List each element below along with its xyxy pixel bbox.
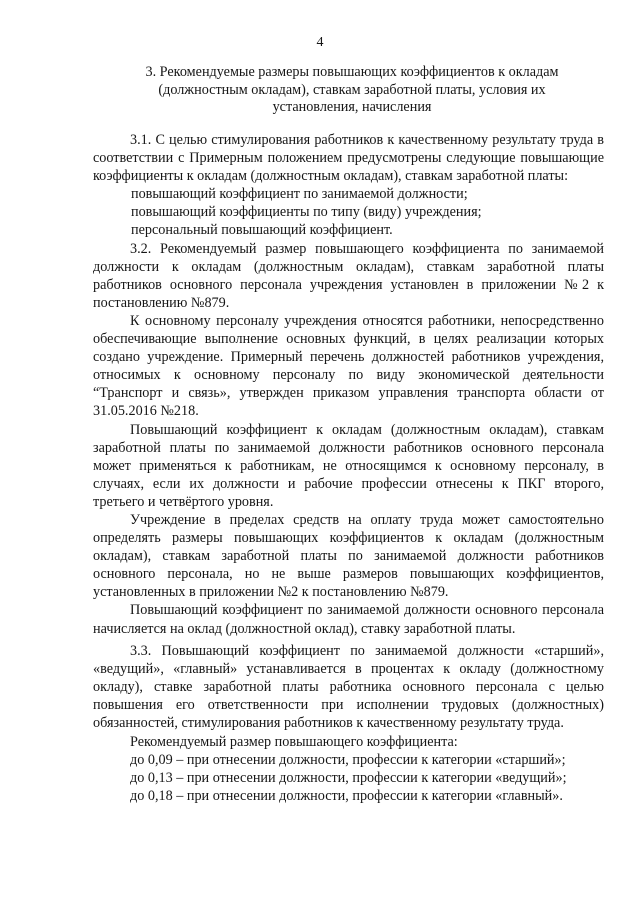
rate-list-item: до 0,09 – при отнесении должности, профессии к категории «старший»; — [130, 752, 566, 769]
list-item: повышающий коэффициенты по типу (виду) учреждения; — [131, 204, 482, 221]
list-item: персональный повышающий коэффициент. — [131, 222, 393, 239]
section-body — [93, 131, 604, 805]
rate-list-item: до 0,18 – при отнесении должности, профессии к категории «главный». — [130, 788, 563, 805]
paragraph-3-2: 3.2. Рекомендуемый размер повышающего коэффициента по занимаемой должности к окладам (должностным окладам), ставкам заработной платы работников основного персонала учреждения установлен в приложении №2 к постановлению №879. — [93, 240, 604, 311]
paragraph-institution-rights: Учреждение в пределах средств на оплату труда может самостоятельно определять размеры повышающих коэффициентов к окладам (должностным окладам), ставкам заработной платы по занимаемой должности работников основного персонала, но не выше размеров повышающих коэффициентов, установленных в приложении №2 к постановлению №879. — [93, 511, 604, 601]
paragraph-coefficient-application: Повышающий коэффициент к окладам (должностным окладам), ставкам заработной платы по занимаемой должности работников основного персонала может применяться к работникам, не относящимся к основному персоналу, в случаях, если их должности и рабочие профессии отнесены к ПКГ второго, третьего и четвёртого уровня. — [93, 421, 604, 510]
list-item: повышающий коэффициент по занимаемой должности; — [131, 186, 468, 203]
paragraph-3-1: 3.1. С целью стимулирования работников к качественному результату труда в соответствии с Примерным положением предусмотрены следующие повышающие коэффициенты к окладам (должностным окладам), ставкам заработной платы: — [93, 132, 604, 185]
rate-list-item: до 0,13 – при отнесении должности, профессии к категории «ведущий»; — [130, 770, 567, 787]
section-heading — [96, 64, 608, 117]
paragraph-main-staff: К основному персоналу учреждения относятся работники, непосредственно обеспечивающие выполнение основных функций, в целях реализации которых создано учреждение. Примерный перечень должностей работников учреждения, относимых к основному персоналу по виду экономической деятельности “Транспорт и связь», утвержден приказом управления транспорта области от 31.05.2016 №218. — [93, 312, 604, 420]
section-heading-line: установления, начисления — [272, 99, 432, 115]
paragraph-recommended-size: Рекомендуемый размер повышающего коэффициента: — [130, 734, 458, 751]
paragraph-3-3: 3.3. Повышающий коэффициент по занимаемой должности «старший», «ведущий», «главный» устанавливается в процентах к окладу (должностному окладу), ставке заработной платы работника основного персонала с целью повышения его ответственности при исполнении трудовых (должностных) обязанностей, стимулирования работников к качественному результату труда. — [93, 642, 604, 731]
paragraph-accrual: Повышающий коэффициент по занимаемой должности основного персонала начисляется на оклад (должностной оклад), ставку заработной платы. — [93, 602, 604, 637]
section-heading-line: 3. Рекомендуемые размеры повышающих коэффициентов к окладам — [145, 64, 559, 80]
section-heading-line: (должностным окладам), ставкам заработной платы, условия их — [158, 81, 546, 98]
page-number: 4 — [316, 35, 324, 50]
